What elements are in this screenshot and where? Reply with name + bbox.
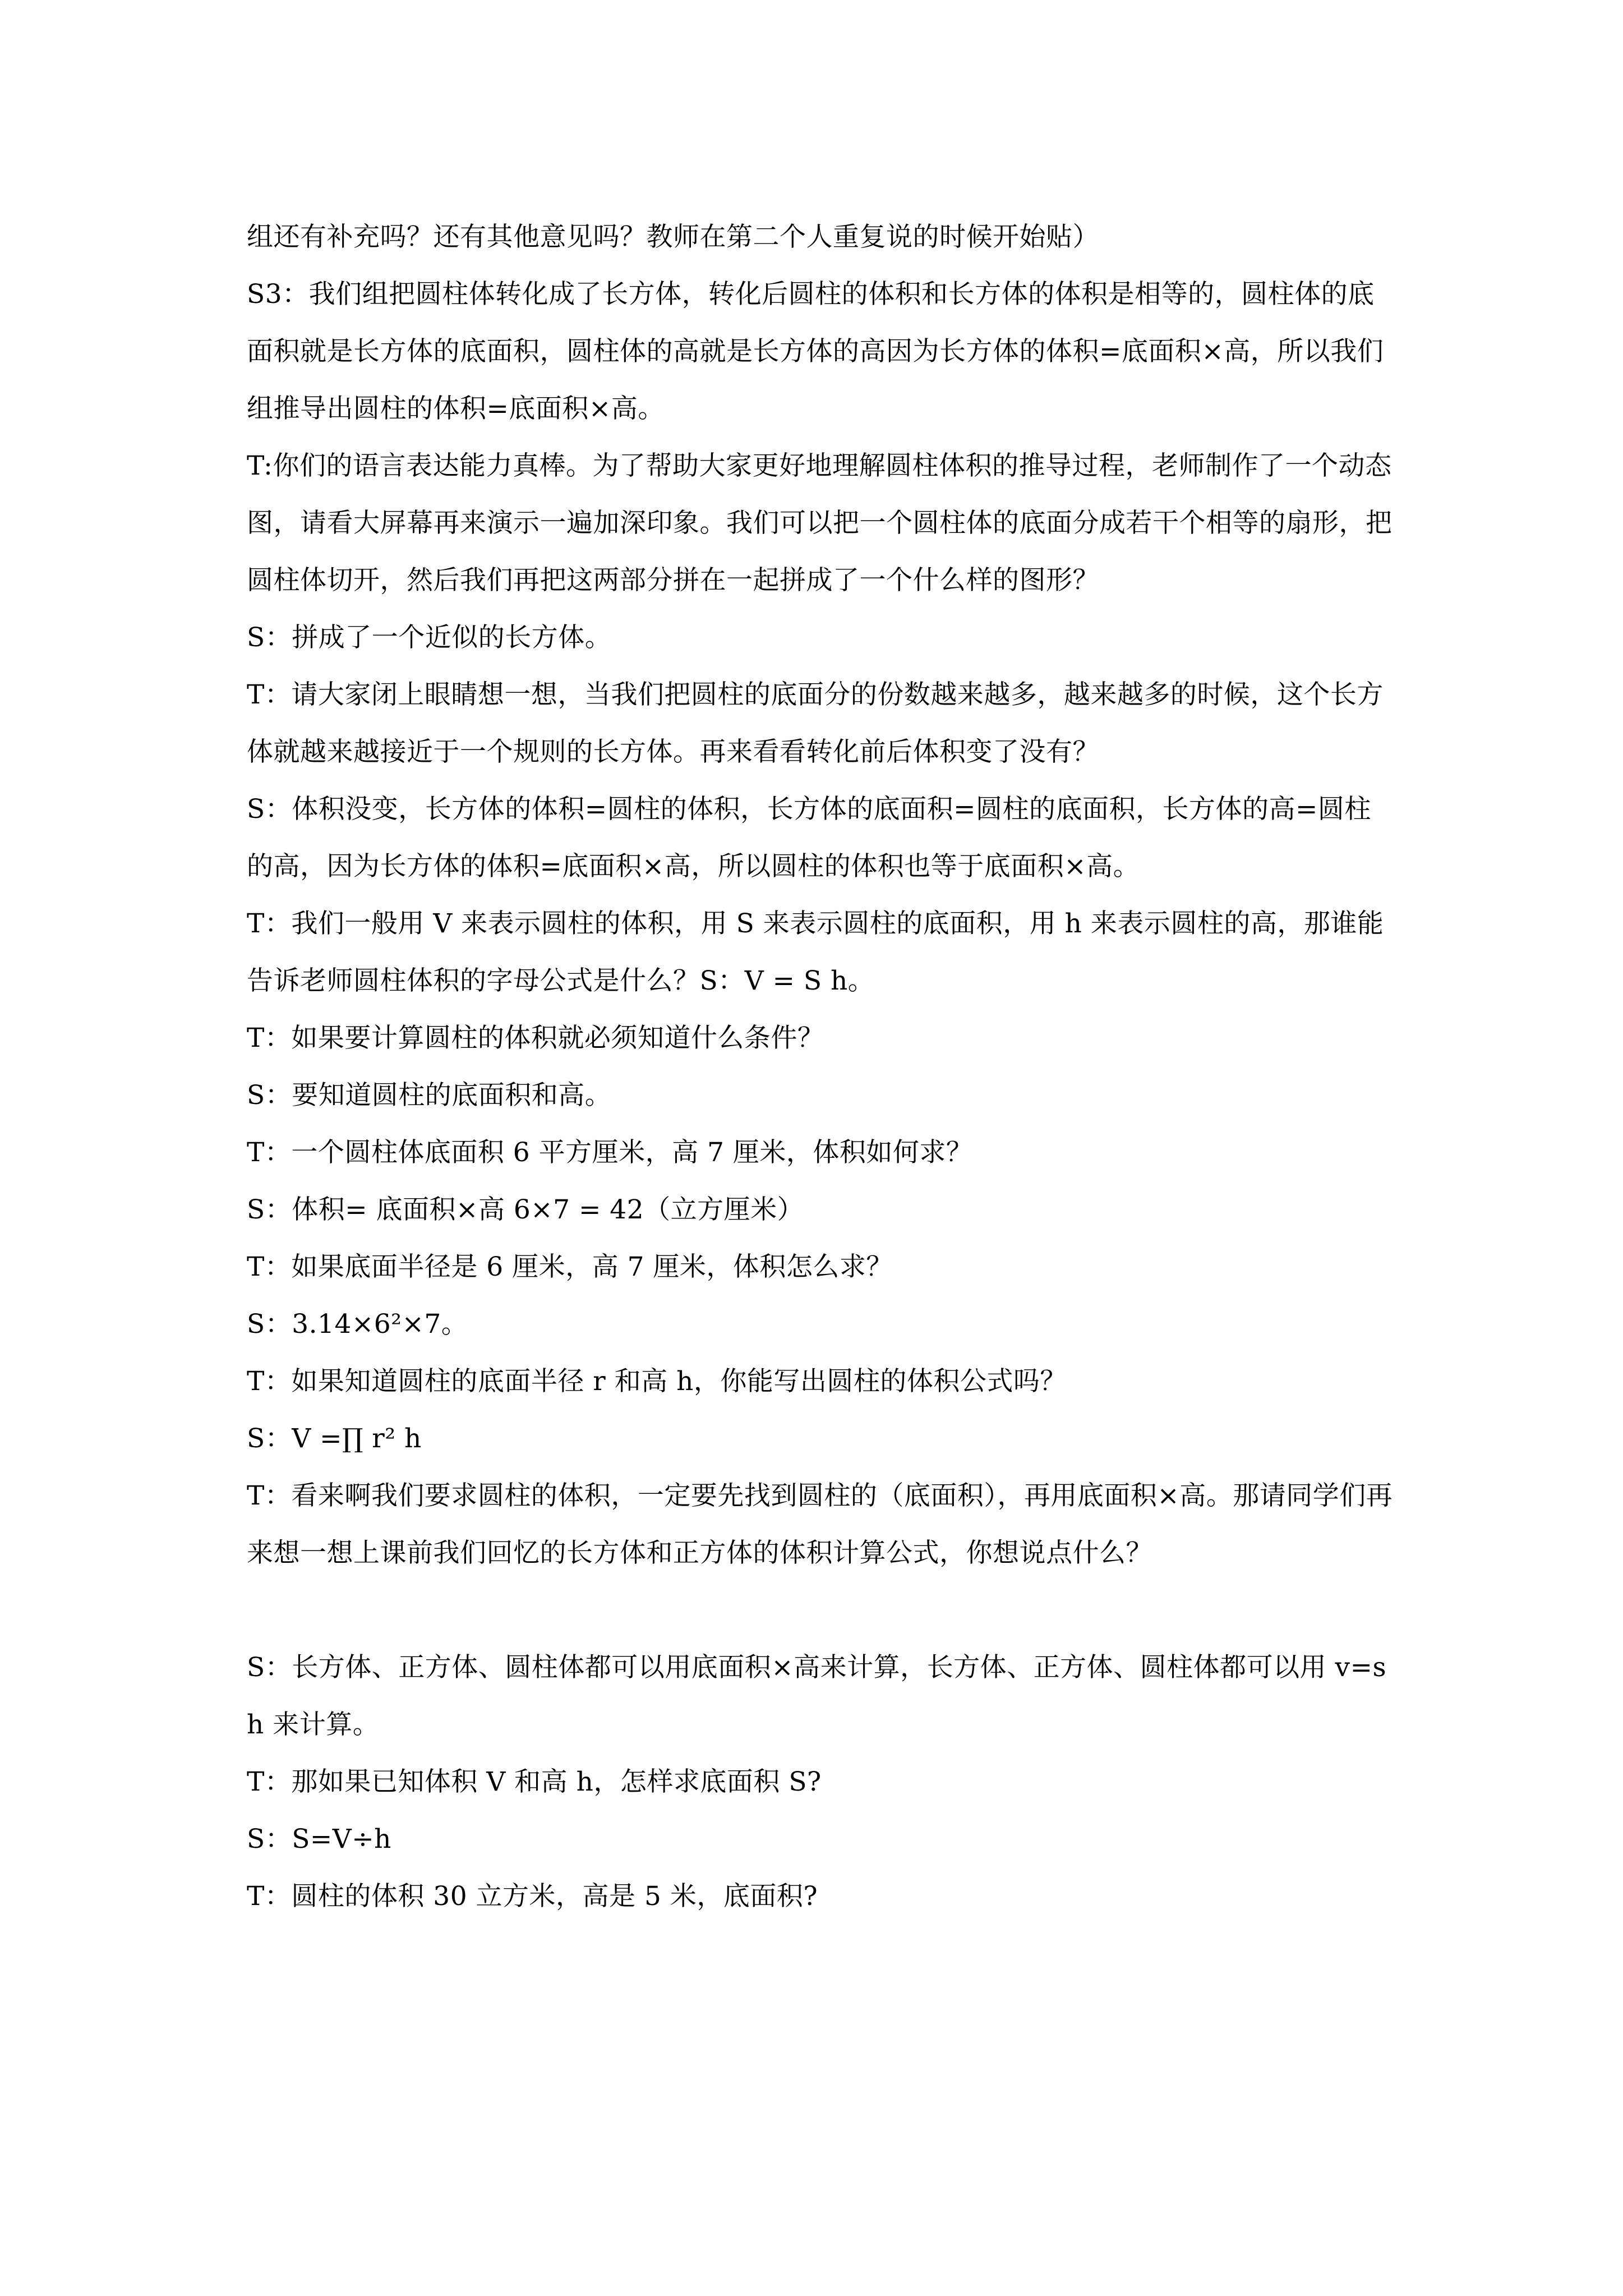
- paragraph: T：一个圆柱体底面积 6 平方厘米，高 7 厘米，体积如何求？: [247, 1137, 973, 1168]
- blank-line: [247, 1582, 1396, 1639]
- paragraph: T：如果底面半径是 6 厘米，高 7 厘米，体积怎么求？: [247, 1251, 893, 1282]
- paragraph: S：体积= 底面积×高 6×7 = 42（立方厘米）: [247, 1194, 804, 1225]
- paragraph: S：3.14×6²×7。: [247, 1309, 468, 1340]
- paragraph: S3：我们组把圆柱体转化成了长方体，转化后圆柱的体积和长方体的体积是相等的，圆柱体的底面积就是长方体的底面积，圆柱体的高就是长方体的高因为长方体的体积=底面积×高，所以我们组推导出圆柱的体积=底面积×高。: [247, 279, 1384, 424]
- paragraph: S：S=V÷h: [247, 1824, 391, 1855]
- paragraph: T：圆柱的体积 30 立方米，高是 5 米，底面积?: [247, 1881, 818, 1912]
- paragraph: S：长方体、正方体、圆柱体都可以用底面积×高来计算，长方体、正方体、圆柱体都可以用 v=sh 来计算。: [247, 1652, 1387, 1740]
- paragraph: T：我们一般用 V 来表示圆柱的体积，用 S 来表示圆柱的底面积，用 h 来表示圆柱的高，那谁能告诉老师圆柱体积的字母公式是什么？S：V = S h。: [247, 908, 1384, 996]
- paragraph: T：如果要计算圆柱的体积就必须知道什么条件？: [247, 1023, 824, 1053]
- paragraph: 组还有补充吗？还有其他意见吗？教师在第二个人重复说的时候开始贴）: [247, 222, 1099, 252]
- paragraph: S：拼成了一个近似的长方体。: [247, 622, 612, 653]
- paragraph: T：看来啊我们要求圆柱的体积，一定要先找到圆柱的（底面积），再用底面积×高。那请同学们再来想一想上课前我们回忆的长方体和正方体的体积计算公式，你想说点什么？: [247, 1480, 1393, 1568]
- paragraph: S：要知道圆柱的底面积和高。: [247, 1080, 612, 1111]
- paragraph: T：如果知道圆柱的底面半径 r 和高 h，你能写出圆柱的体积公式吗？: [247, 1366, 1067, 1397]
- paragraph: T：请大家闭上眼睛想一想，当我们把圆柱的底面分的份数越来越多，越来越多的时候，这个长方体就越来越接近于一个规则的长方体。再来看看转化前后体积变了没有？: [247, 679, 1384, 767]
- paragraph: S：V =∏ r² h: [247, 1423, 422, 1454]
- paragraph: S：体积没变，长方体的体积=圆柱的体积，长方体的底面积=圆柱的底面积，长方体的高=圆柱的高，因为长方体的体积=底面积×高，所以圆柱的体积也等于底面积×高。: [247, 794, 1371, 882]
- document-body: [247, 209, 1396, 1925]
- paragraph: T:你们的语言表达能力真棒。为了帮助大家更好地理解圆柱体积的推导过程，老师制作了一个动态图，请看大屏幕再来演示一遍加深印象。我们可以把一个圆柱体的底面分成若干个相等的扇形，把圆柱体切开，然后我们再把这两部分拼在一起拼成了一个什么样的图形？: [247, 450, 1393, 596]
- paragraph: T：那如果已知体积 V 和高 h，怎样求底面积 S?: [247, 1766, 822, 1797]
